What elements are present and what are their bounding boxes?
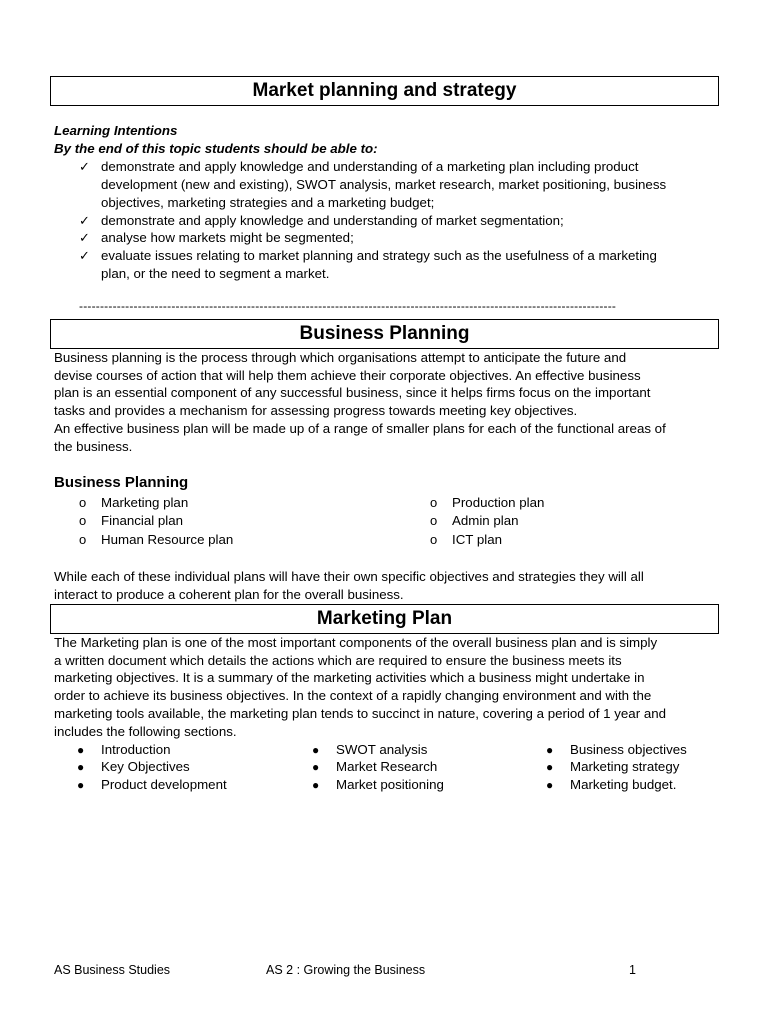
footer-page-number: 1	[629, 963, 636, 977]
mp-paragraph-line-5: marketing tools available, the marketing plan tends to succinct in nature, covering a period of 1 year and	[54, 706, 667, 721]
learning-intentions-heading: Learning Intentions	[54, 123, 178, 138]
section-business-objectives: Business objectives	[570, 742, 687, 757]
section-product-development: Product development	[101, 777, 227, 792]
section-marketing-budget: Marketing budget.	[570, 777, 677, 792]
circle-bullet-icon: o	[430, 532, 438, 547]
mp-paragraph-line-1: The Marketing plan is one of the most important components of the overall business plan and is simply	[54, 635, 658, 650]
bp-paragraph-line-1: Business planning is the process through which organisations attempt to anticipate the future and	[54, 350, 627, 365]
section-marketing-strategy: Marketing strategy	[570, 759, 680, 774]
circle-bullet-icon: o	[430, 495, 438, 510]
learning-item-1-line-3: objectives, marketing strategies and a marketing budget;	[101, 195, 435, 210]
bullet-icon: ●	[546, 760, 554, 774]
circle-bullet-icon: o	[79, 495, 87, 510]
page-title: Market planning and strategy	[50, 76, 719, 106]
plan-item-human-resource: Human Resource plan	[101, 532, 234, 547]
mp-paragraph-line-2: a written document which details the actions which are required to ensure the business meets its	[54, 653, 622, 668]
bp-subheading: Business Planning	[54, 474, 189, 491]
section-key-objectives: Key Objectives	[101, 759, 190, 774]
bullet-icon: ●	[312, 760, 320, 774]
learning-item-2: demonstrate and apply knowledge and understanding of market segmentation;	[101, 213, 564, 228]
bullet-icon: ●	[312, 778, 320, 792]
learning-item-1-line-1: demonstrate and apply knowledge and understanding of a marketing plan including product	[101, 159, 639, 174]
check-icon: ✓	[79, 248, 90, 263]
bullet-icon: ●	[77, 760, 85, 774]
bp-after-line-1: While each of these individual plans will have their own specific objectives and strategies they will all	[54, 569, 644, 584]
bp-paragraph-line-5: An effective business plan will be made up of a range of smaller plans for each of the functional areas of	[54, 421, 666, 436]
mp-paragraph-line-3: marketing objectives. It is a summary of the marketing activities which a business might undertake in	[54, 670, 645, 685]
check-icon: ✓	[79, 159, 90, 174]
learning-item-4-line-1: evaluate issues relating to market planning and strategy such as the usefulness of a marketing	[101, 248, 657, 263]
mp-paragraph-line-4: order to achieve its business objectives. In the context of a rapidly changing environment and with the	[54, 688, 652, 703]
learning-item-4-line-2: plan, or the need to segment a market.	[101, 266, 330, 281]
plan-item-marketing: Marketing plan	[101, 495, 189, 510]
circle-bullet-icon: o	[79, 532, 87, 547]
check-icon: ✓	[79, 213, 90, 228]
learning-item-3: analyse how markets might be segmented;	[101, 230, 354, 245]
section-swot-analysis: SWOT analysis	[336, 742, 428, 757]
section-market-positioning: Market positioning	[336, 777, 444, 792]
bp-paragraph-line-6: the business.	[54, 439, 133, 454]
learning-item-1-line-2: development (new and existing), SWOT analysis, market research, market positioning, business	[101, 177, 667, 192]
bullet-icon: ●	[77, 743, 85, 757]
bullet-icon: ●	[77, 778, 85, 792]
plan-item-ict: ICT plan	[452, 532, 503, 547]
bp-paragraph-line-3: plan is an essential component of any successful business, since it helps firms focus on the important	[54, 385, 651, 400]
bp-paragraph-line-4: tasks and provides a mechanism for assessing progress towards meeting key objectives.	[54, 403, 578, 418]
footer-unit: AS 2 : Growing the Business	[266, 963, 426, 977]
plan-item-admin: Admin plan	[452, 513, 519, 528]
section-market-research: Market Research	[336, 759, 438, 774]
circle-bullet-icon: o	[79, 513, 87, 528]
bp-after-line-2: interact to produce a coherent plan for the overall business.	[54, 587, 404, 602]
footer-course: AS Business Studies	[54, 963, 171, 977]
section-introduction: Introduction	[101, 742, 171, 757]
plan-item-production: Production plan	[452, 495, 545, 510]
circle-bullet-icon: o	[430, 513, 438, 528]
plan-item-financial: Financial plan	[101, 513, 184, 528]
mp-paragraph-line-6: includes the following sections.	[54, 724, 237, 739]
check-icon: ✓	[79, 230, 90, 245]
bullet-icon: ●	[546, 778, 554, 792]
business-planning-title: Business Planning	[50, 319, 719, 349]
bp-paragraph-line-2: devise courses of action that will help them achieve their corporate objectives. An effective business	[54, 368, 641, 383]
dashed-separator: --------------------------------------------------------------------------------------------------------------------------------	[79, 299, 617, 313]
bullet-icon: ●	[312, 743, 320, 757]
learning-intentions-subheading: By the end of this topic students should be able to:	[54, 141, 378, 156]
marketing-plan-title: Marketing Plan	[50, 604, 719, 634]
bullet-icon: ●	[546, 743, 554, 757]
